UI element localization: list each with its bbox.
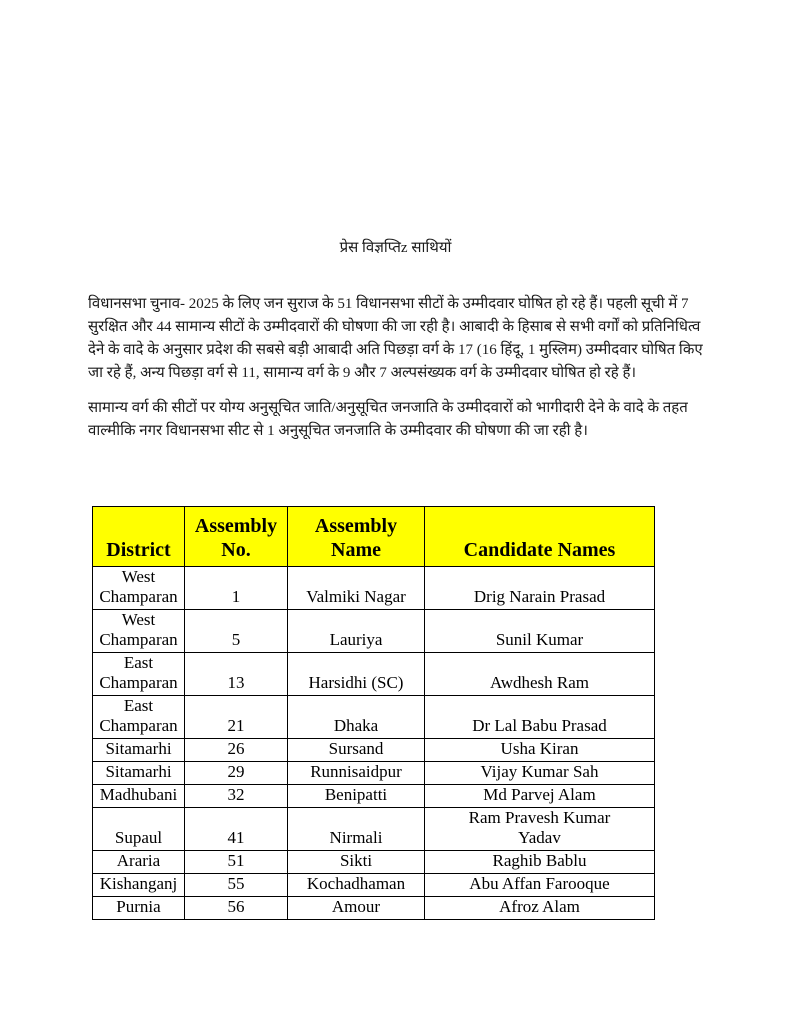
candidates-table xyxy=(92,506,655,920)
table-row xyxy=(93,739,655,762)
header-district: District xyxy=(93,507,185,567)
district-cell: East Champaran xyxy=(93,696,185,739)
table-row xyxy=(93,653,655,696)
district-cell: Supaul xyxy=(93,808,185,851)
assembly-name-cell: Sursand xyxy=(288,739,425,762)
header-assembly-no: Assembly No. xyxy=(185,507,288,567)
header-assembly-name: Assembly Name xyxy=(288,507,425,567)
assembly-no-cell: 41 xyxy=(185,808,288,851)
candidate-cell: Raghib Bablu xyxy=(425,851,655,874)
district-cell: West Champaran xyxy=(93,610,185,653)
assembly-no-cell: 55 xyxy=(185,874,288,897)
district-cell: Kishanganj xyxy=(93,874,185,897)
table-row xyxy=(93,897,655,920)
assembly-name-cell: Harsidhi (SC) xyxy=(288,653,425,696)
district-cell: Madhubani xyxy=(93,785,185,808)
table-row xyxy=(93,610,655,653)
assembly-no-cell: 32 xyxy=(185,785,288,808)
intro-paragraph: विधानसभा चुनाव- 2025 के लिए जन सुराज के 51 विधानसभा सीटों के उम्मीदवार घोषित हो रहे हैं। पहली सूची में 7 सुरक्षित और 44 सामान्य सीटों के उम्मीदवारों की घोषणा की जा रही है। आबादी के हिसाब से सभी वर्गों को प्रतिनिधित्व देने के वादे के अनुसार प्रदेश की सबसे बड़ी आबादी अति पिछड़ा वर्ग के 17 (16 हिंदू, 1 मुस्लिम) उम्मीदवार घोषित किए जा रहे हैं, अन्य पिछड़ा वर्ग से 11, सामान्य वर्ग के 9 और 7 अल्पसंख्यक वर्ग के उम्मीदवार घोषित हो रहे हैं। xyxy=(88,296,703,381)
assembly-no-cell: 5 xyxy=(185,610,288,653)
district-cell: West Champaran xyxy=(93,567,185,610)
assembly-no-cell: 13 xyxy=(185,653,288,696)
assembly-no-cell: 56 xyxy=(185,897,288,920)
assembly-name-cell: Lauriya xyxy=(288,610,425,653)
district-cell: East Champaran xyxy=(93,653,185,696)
candidate-cell: Abu Affan Farooque xyxy=(425,874,655,897)
assembly-name-cell: Dhaka xyxy=(288,696,425,739)
table-row xyxy=(93,851,655,874)
district-cell: Sitamarhi xyxy=(93,762,185,785)
candidate-cell: Vijay Kumar Sah xyxy=(425,762,655,785)
assembly-name-cell: Nirmali xyxy=(288,808,425,851)
assembly-name-cell: Sikti xyxy=(288,851,425,874)
assembly-no-cell: 51 xyxy=(185,851,288,874)
table-header-row xyxy=(93,507,655,567)
candidate-cell: Md Parvej Alam xyxy=(425,785,655,808)
press-release-title: प्रेस विज्ञप्तिz साथियों xyxy=(339,240,452,256)
assembly-no-cell: 1 xyxy=(185,567,288,610)
table-row xyxy=(93,762,655,785)
candidate-name-text: Ram Pravesh Kumar Yadav xyxy=(468,808,611,847)
header-candidate-names: Candidate Names xyxy=(425,507,655,567)
district-cell: Purnia xyxy=(93,897,185,920)
table-row xyxy=(93,874,655,897)
candidate-cell: Sunil Kumar xyxy=(425,610,655,653)
assembly-no-cell: 21 xyxy=(185,696,288,739)
assembly-name-cell: Benipatti xyxy=(288,785,425,808)
table-row xyxy=(93,808,655,851)
assembly-no-cell: 26 xyxy=(185,739,288,762)
candidate-cell: Usha Kiran xyxy=(425,739,655,762)
table-row xyxy=(93,785,655,808)
assembly-name-cell: Kochadhaman xyxy=(288,874,425,897)
candidate-cell xyxy=(425,808,655,851)
assembly-name-cell: Valmiki Nagar xyxy=(288,567,425,610)
candidate-cell: Dr Lal Babu Prasad xyxy=(425,696,655,739)
assembly-name-cell: Amour xyxy=(288,897,425,920)
candidate-cell: Drig Narain Prasad xyxy=(425,567,655,610)
district-cell: Sitamarhi xyxy=(93,739,185,762)
district-cell: Araria xyxy=(93,851,185,874)
candidate-cell: Awdhesh Ram xyxy=(425,653,655,696)
assembly-no-cell: 29 xyxy=(185,762,288,785)
table-row xyxy=(93,567,655,610)
table-row xyxy=(93,696,655,739)
candidate-cell: Afroz Alam xyxy=(425,897,655,920)
assembly-name-cell: Runnisaidpur xyxy=(288,762,425,785)
reserved-seats-paragraph: सामान्य वर्ग की सीटों पर योग्य अनुसूचित जाति/अनुसूचित जनजाति के उम्मीदवारों को भागीदारी देने के वादे के तहत वाल्मीकि नगर विधानसभा सीट से 1 अनुसूचित जनजाति के उम्मीदवार की घोषणा की जा रही है। xyxy=(88,400,688,439)
